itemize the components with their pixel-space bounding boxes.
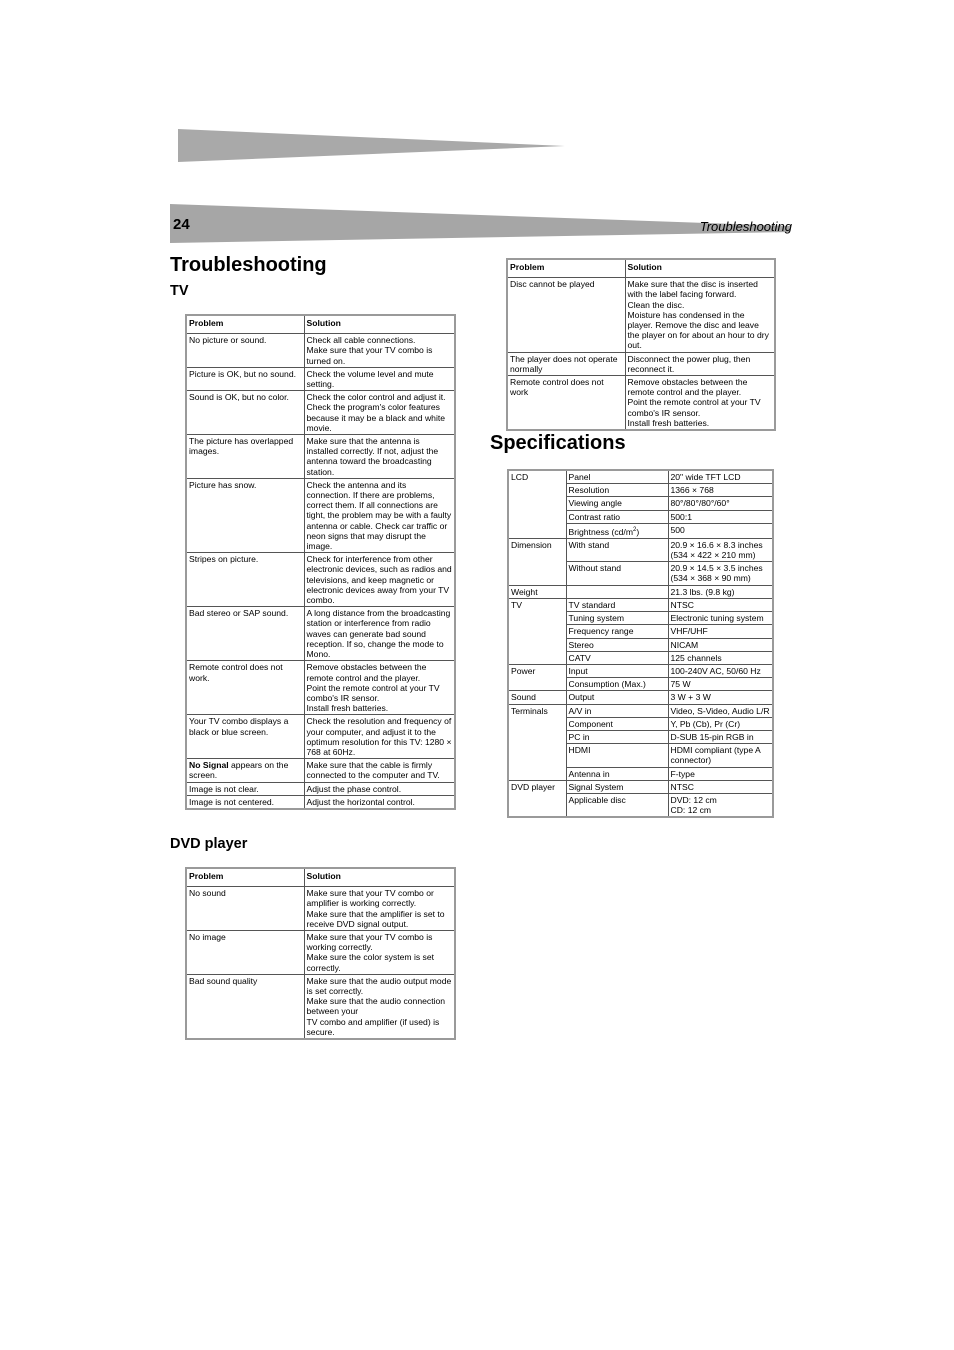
- table-row: [186, 334, 455, 368]
- spec-group-cell: Dimension: [508, 538, 566, 585]
- spec-value-cell: NTSC: [668, 598, 773, 611]
- spec-row: [508, 585, 773, 598]
- problem-cell: Remote control does not work: [507, 376, 625, 431]
- dvd-troubleshooting-table: [185, 867, 456, 1040]
- table-row: [186, 391, 455, 435]
- spec-row: [508, 470, 773, 484]
- spec-value-cell: DVD: 12 cm CD: 12 cm: [668, 793, 773, 817]
- spec-item-cell: With stand: [566, 538, 668, 561]
- problem-cell: Bad sound quality: [186, 974, 304, 1039]
- spec-group-cell: Weight: [508, 585, 566, 598]
- dvd-player-heading: DVD player: [170, 836, 248, 852]
- spec-value-cell: 1366 × 768: [668, 484, 773, 497]
- spec-row: [508, 780, 773, 793]
- spec-item-cell: [566, 585, 668, 598]
- spec-item-cell: Viewing angle: [566, 497, 668, 510]
- spec-value-cell: 75 W: [668, 678, 773, 691]
- spec-item-cell: CATV: [566, 651, 668, 664]
- page-number: 24: [173, 216, 190, 233]
- spec-row: [508, 598, 773, 611]
- no-signal-label: No Signal: [189, 760, 229, 771]
- spec-value-cell: 500: [668, 523, 773, 538]
- table-row: [186, 715, 455, 759]
- spec-value-cell: VHF/UHF: [668, 625, 773, 638]
- table-header-row: [186, 315, 455, 334]
- spec-item-cell: Contrast ratio: [566, 510, 668, 523]
- top-decorative-band: [0, 0, 954, 260]
- spec-item-cell: Tuning system: [566, 612, 668, 625]
- spec-item-cell: Without stand: [566, 562, 668, 585]
- table-row: [507, 278, 775, 352]
- spec-value-cell: Video, S-Video, Audio L/R: [668, 704, 773, 717]
- spec-group-cell: Terminals: [508, 704, 566, 780]
- solution-cell: Check the volume level and mute setting.: [304, 367, 455, 390]
- problem-cell: No image: [186, 931, 304, 975]
- solution-cell: Make sure that the disc is inserted with the label facing forward. Clean the disc. Moisture has condensed in the player. Remove the disc and leave the player on for about an hour to dry out.: [625, 278, 775, 352]
- spec-value-cell: Electronic tuning system: [668, 612, 773, 625]
- troubleshooting-title: Troubleshooting: [170, 254, 327, 276]
- table-header-row: [507, 259, 775, 278]
- problem-cell: Picture has snow.: [186, 478, 304, 552]
- problem-cell: The player does not operate normally: [507, 352, 625, 375]
- spec-value-cell: 500:1: [668, 510, 773, 523]
- spec-value-cell: NTSC: [668, 780, 773, 793]
- table-row: [186, 607, 455, 661]
- spec-value-cell: F-type: [668, 767, 773, 780]
- solution-cell: Make sure that your TV combo or amplifier is working correctly. Make sure that the amplifier is set to receive DVD signal output.: [304, 887, 455, 931]
- spec-item-cell: Panel: [566, 470, 668, 484]
- spec-value-cell: HDMI compliant (type A connector): [668, 744, 773, 767]
- solution-cell: Make sure that the cable is firmly connected to the computer and TV.: [304, 759, 455, 782]
- solution-cell: Adjust the horizontal control.: [304, 795, 455, 809]
- spec-value-cell: NICAM: [668, 638, 773, 651]
- spec-row: [508, 691, 773, 704]
- solution-cell: Check the resolution and frequency of your computer, and adjust it to the optimum resolution for this TV: 1280 × 768 at 60Hz.: [304, 715, 455, 759]
- specifications-title: Specifications: [490, 432, 626, 454]
- solution-column-header: Solution: [304, 315, 455, 334]
- spec-value-cell: D-SUB 15-pin RGB in: [668, 730, 773, 743]
- problem-cell: The picture has overlapped images.: [186, 435, 304, 479]
- spec-item-cell: Resolution: [566, 484, 668, 497]
- spec-item-cell: PC in: [566, 730, 668, 743]
- spec-item-cell: Brightness $(cd/m^2)$: [566, 523, 668, 538]
- table-row: [186, 553, 455, 607]
- solution-cell: Make sure that the audio output mode is set correctly. Make sure that the audio connection between your TV combo and amplifier (if used) is secure.: [304, 974, 455, 1039]
- spec-value-cell: 21.3 lbs. (9.8 kg): [668, 585, 773, 598]
- solution-cell: A long distance from the broadcasting station or interference from radio waves can generate bad sound reception. If so, change the mode to Mono.: [304, 607, 455, 661]
- spec-row: [508, 664, 773, 677]
- table-row: [186, 795, 455, 809]
- solution-cell: Make sure that the antenna is installed correctly. If not, adjust the antenna toward the broadcasting station.: [304, 435, 455, 479]
- tv-heading: TV: [170, 283, 189, 299]
- spec-item-cell: Antenna in: [566, 767, 668, 780]
- table-row: [186, 974, 455, 1039]
- problem-cell: No Signal appears on the screen.: [186, 759, 304, 782]
- table-row: [186, 435, 455, 479]
- problem-cell: Bad stereo or SAP sound.: [186, 607, 304, 661]
- solution-cell: Check the antenna and its connection. If there are problems, correct them. If all connections are tight, the problem may be with a faulty antenna or cable. Check car traffic or neon signs that may disrupt the image.: [304, 478, 455, 552]
- spec-group-cell: Sound: [508, 691, 566, 704]
- problem-cell: No picture or sound.: [186, 334, 304, 368]
- table-row: [186, 887, 455, 931]
- problem-cell: Sound is OK, but no color.: [186, 391, 304, 435]
- spec-item-cell: Stereo: [566, 638, 668, 651]
- spec-item-cell: Input: [566, 664, 668, 677]
- solution-column-header: Solution: [625, 259, 775, 278]
- table-header-row: [186, 868, 455, 887]
- spec-value-cell: 20.9 × 16.6 × 8.3 inches (534 × 422 × 210 mm): [668, 538, 773, 561]
- spec-item-cell: TV standard: [566, 598, 668, 611]
- problem-cell: Stripes on picture.: [186, 553, 304, 607]
- solution-cell: Check the color control and adjust it. Check the program's color features because it may be a black and white movie.: [304, 391, 455, 435]
- problem-column-header: Problem: [507, 259, 625, 278]
- spec-value-cell: 100-240V AC, 50/60 Hz: [668, 664, 773, 677]
- tv-troubleshooting-table: [185, 314, 456, 810]
- problem-column-header: Problem: [186, 868, 304, 887]
- specifications-table: [507, 469, 774, 818]
- problem-cell: Picture is OK, but no sound.: [186, 367, 304, 390]
- table-row: [186, 367, 455, 390]
- problem-cell: Image is not clear.: [186, 782, 304, 795]
- problem-cell: Remote control does not work.: [186, 661, 304, 715]
- spec-row: [508, 538, 773, 561]
- spec-item-cell: A/V in: [566, 704, 668, 717]
- solution-cell: Remove obstacles between the remote control and the player. Point the remote control at your TV combo's IR sensor. Install fresh batteries.: [304, 661, 455, 715]
- spec-item-cell: Output: [566, 691, 668, 704]
- table-row: [186, 759, 455, 782]
- spec-item-cell: Consumption (Max.): [566, 678, 668, 691]
- spec-group-cell: TV: [508, 598, 566, 664]
- solution-cell: Check for interference from other electronic devices, such as radios and televisions, and keep magnetic or electronic devices away from your TV combo.: [304, 553, 455, 607]
- running-header: Troubleshooting: [699, 219, 792, 234]
- table-row: [507, 352, 775, 375]
- problem-column-header: Problem: [186, 315, 304, 334]
- spec-value-cell: 80°/80°/80°/60°: [668, 497, 773, 510]
- problem-cell: Disc cannot be played: [507, 278, 625, 352]
- solution-cell: Adjust the phase control.: [304, 782, 455, 795]
- table-row: [186, 478, 455, 552]
- spec-item-cell: Signal System: [566, 780, 668, 793]
- spec-group-cell: DVD player: [508, 780, 566, 817]
- spec-group-cell: Power: [508, 664, 566, 690]
- solution-column-header: Solution: [304, 868, 455, 887]
- table-row: [507, 376, 775, 431]
- spec-item-cell: Applicable disc: [566, 793, 668, 817]
- spec-row: [508, 704, 773, 717]
- table-row: [186, 661, 455, 715]
- spec-value-cell: 20" wide TFT LCD: [668, 470, 773, 484]
- table-row: [186, 782, 455, 795]
- spec-value-cell: 125 channels: [668, 651, 773, 664]
- spec-item-cell: Frequency range: [566, 625, 668, 638]
- spec-group-cell: LCD: [508, 470, 566, 538]
- spec-item-cell: HDMI: [566, 744, 668, 767]
- solution-cell: Check all cable connections. Make sure that your TV combo is turned on.: [304, 334, 455, 368]
- spec-value-cell: 3 W + 3 W: [668, 691, 773, 704]
- spec-item-cell: Component: [566, 717, 668, 730]
- dvd-troubleshooting-continued-table: [506, 258, 776, 431]
- problem-cell: Image is not centered.: [186, 795, 304, 809]
- solution-cell: Make sure that your TV combo is working correctly. Make sure the color system is set correctly.: [304, 931, 455, 975]
- spec-value-cell: 20.9 × 14.5 × 3.5 inches (534 × 368 × 90 mm): [668, 562, 773, 585]
- table-row: [186, 931, 455, 975]
- problem-cell: No sound: [186, 887, 304, 931]
- solution-cell: Remove obstacles between the remote control and the player. Point the remote control at your TV combo's IR sensor. Install fresh batteries.: [625, 376, 775, 431]
- spec-value-cell: Y, Pb (Cb), Pr (Cr): [668, 717, 773, 730]
- solution-cell: Disconnect the power plug, then reconnect it.: [625, 352, 775, 375]
- problem-cell: Your TV combo displays a black or blue screen.: [186, 715, 304, 759]
